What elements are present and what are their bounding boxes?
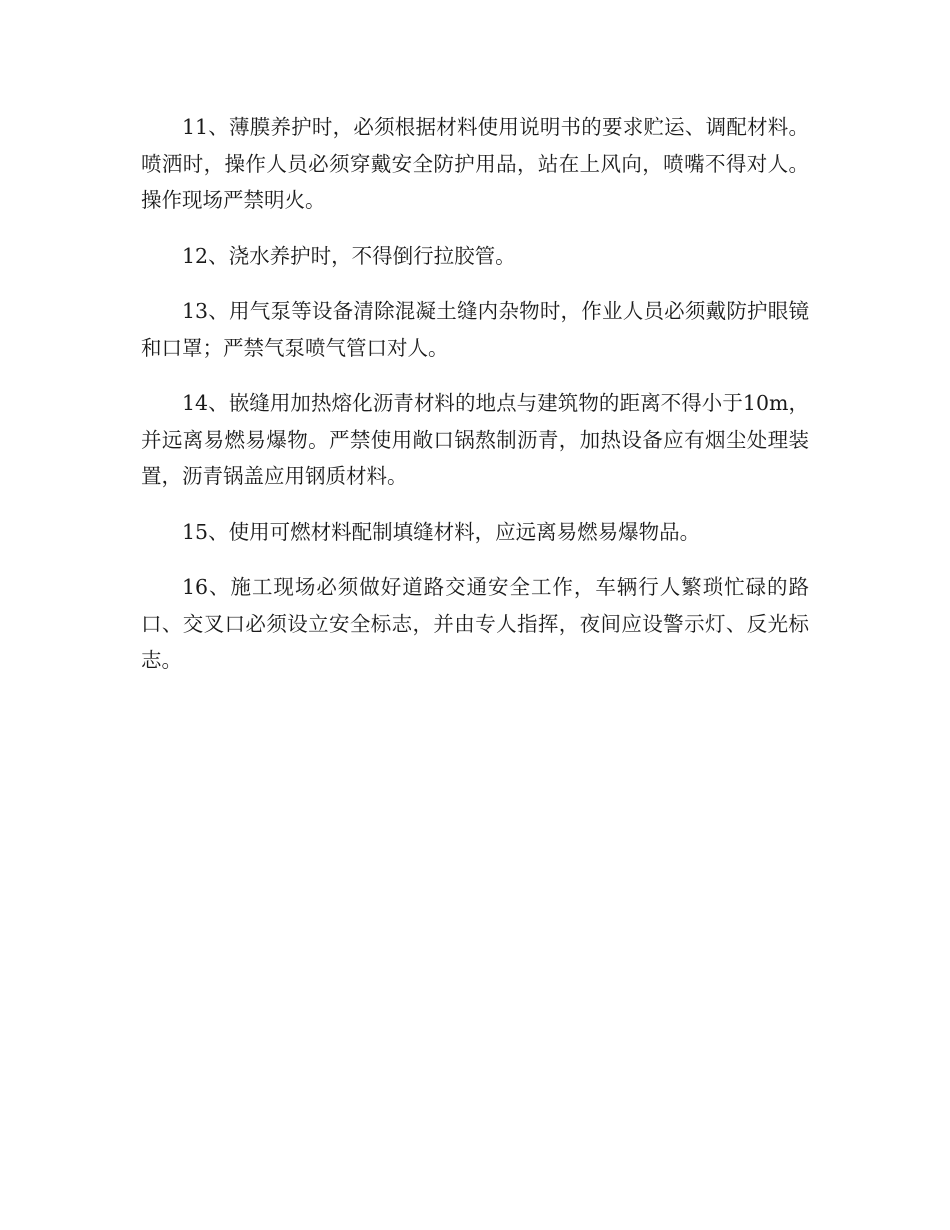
document-body	[141, 109, 809, 698]
paragraph-16: 16、施工现场必须做好道路交通安全工作，车辆行人繁琐忙碌的路口、交叉口必须设立安全标志，并由专人指挥，夜间应设警示灯、反光标志。	[141, 575, 809, 672]
paragraph-15: 15、使用可燃材料配制填缝材料，应远离易燃易爆物品。	[182, 519, 701, 544]
paragraph-12: 12、浇水养护时，不得倒行拉胶管。	[182, 243, 516, 268]
paragraph-11: 11、薄膜养护时，必须根据材料使用说明书的要求贮运、调配材料。喷洒时，操作人员必须穿戴安全防护用品，站在上风向，喷嘴不得对人。操作现场严禁明火。	[141, 115, 809, 212]
paragraph-14: 14、嵌缝用加热熔化沥青材料的地点与建筑物的距离不得小于10m，并远离易燃易爆物。严禁使用敞口锅熬制沥青，加热设备应有烟尘处理装置，沥青锅盖应用钢质材料。	[141, 391, 809, 488]
paragraph-13: 13、用气泵等设备清除混凝土缝内杂物时，作业人员必须戴防护眼镜和口罩；严禁气泵喷气管口对人。	[141, 299, 809, 360]
